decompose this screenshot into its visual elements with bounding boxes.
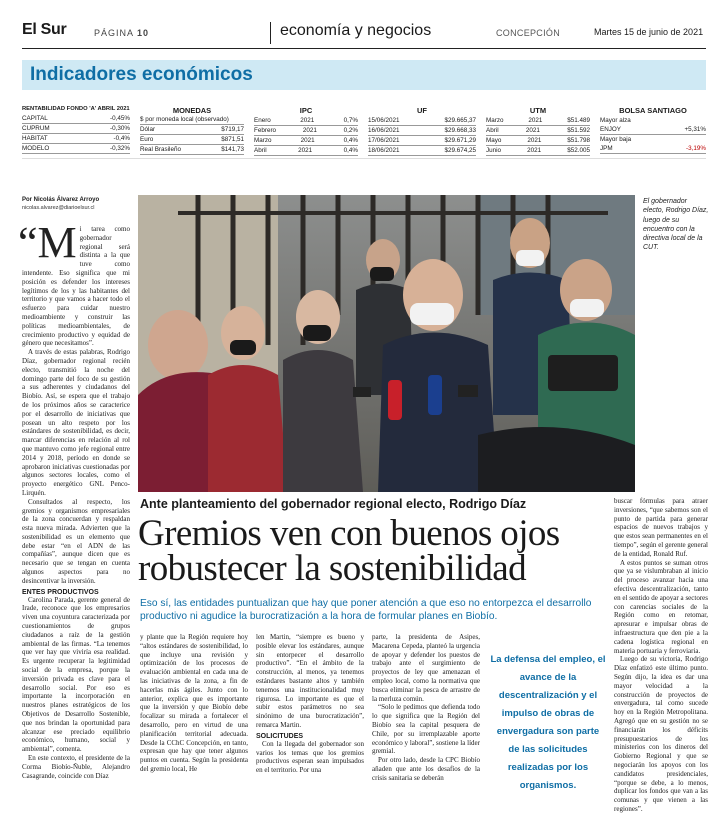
- headline-line-1: Gremios ven con buenos ojos: [138, 513, 560, 554]
- paragraph: Carolina Parada, gerente general de Irade, reconoce que los empresarios viven una coyuntura caracterizada por cuestionamientos de grupos ciudadanos a raíz de la gestión ambiental de las firmas. “La tenemos que ver hay que viviría esa realidad. Es urgente recuperar la legitimidad social de la empresa, porque la inversión privada es clave para el desarrollo social. Por eso es importante la incorporación en nuestros planes estratégicos de los Objetivos de Desarrollo Sostenible, que nos brindan la oportunidad para alcanzar ese preciado equilibrio económico, humano, social y ambiental”, comenta.: [22, 595, 130, 754]
- rentabilidad-cell: -0,45%: [110, 115, 130, 122]
- utm-cell: 2021: [528, 117, 543, 124]
- utm-cell: $51.798: [567, 137, 590, 144]
- kicker: Ante planteamiento del gobernador regional electo, Rodrigo Díaz: [140, 497, 527, 511]
- paragraph: len Martin, “siempre es bueno y posible elevar los estándares, aunque sin entorpecer el desarrollo productivo”. “En el ámbito de la construcción, al menos, ya tenemos estándares bastante altos y también tenemos una institucionalidad muy rigurosa. Lo importante es que el subir estos parámetros no sea sinónimo de una burocratización”, remarca Martin.: [256, 633, 364, 729]
- ipc-cell: 2021: [298, 147, 313, 154]
- ipc-cell: 0,2%: [343, 127, 358, 134]
- utm-row: [486, 116, 590, 126]
- monedas-cell: $141,73: [221, 146, 244, 153]
- paragraph: “Solo le pedimos que defienda todo lo que significa que la Región del Biobío sea la capital pesquera de Chile, por su irremplazable aporte económico y laboral”, sostiene la líder gremial.: [372, 703, 480, 756]
- uf-table: [368, 106, 476, 156]
- uf-cell: $29.668,33: [444, 127, 476, 134]
- rentabilidad-row: [22, 114, 130, 124]
- rentabilidad-row: [22, 124, 130, 134]
- subheading-entes: ENTES PRODUCTIVOS: [22, 588, 99, 596]
- deck: Eso sí, las entidades puntualizan que hay que poner atención a que eso no entorpezca el desarrollo productivo ni agudice la burocratización a la hora de formular planes en Biobío.: [140, 598, 592, 622]
- ipc-cell: Abril: [254, 147, 267, 154]
- uf-cell: 18/06/2021: [368, 147, 400, 154]
- header-divider: [270, 22, 271, 44]
- bolsa-up-name: ENJOY: [600, 126, 621, 133]
- rentabilidad-title: RENTABILIDAD FONDO 'A' ABRIL 2021: [22, 106, 130, 112]
- paragraph: Por otro lado, desde la CPC Biobío añaden que ante los desafíos de la crisis sanitaria se deberán: [372, 756, 480, 782]
- section-title: economía y negocios: [280, 22, 432, 39]
- monedas-subtitle: $ por moneda local (observado): [140, 115, 244, 125]
- utm-cell: $52.005: [567, 147, 590, 154]
- ipc-cell: Febrero: [254, 127, 277, 134]
- paragraph: i tarea como gobernador regional será distinta a la que tuve como intendente. Eso significa que mi posición es defender los intereses legítimos de los y las habitantes del territorio y que vamos a hacer todo el esfuerzo para cuidar nuestro medioambiente y construir las políticas medioambientales, de crecimiento productivo y equidad de género que necesitamos”.: [22, 225, 130, 348]
- utm-cell: 2021: [527, 137, 542, 144]
- ipc-cell: 2021: [302, 127, 317, 134]
- bolsa-down-label: Mayor baja: [600, 136, 632, 143]
- bolsa-up-label: Mayor alza: [600, 117, 631, 124]
- utm-cell: Junio: [486, 147, 502, 154]
- monedas-cell: Real Brasileño: [140, 146, 181, 153]
- rentabilidad-cell: CAPITAL: [22, 115, 48, 122]
- ipc-cell: 0,4%: [343, 147, 358, 154]
- article-column-1: [18, 218, 130, 795]
- news-photo: [138, 195, 635, 492]
- ipc-title: IPC: [299, 106, 313, 115]
- utm-cell: $51.592: [567, 127, 590, 134]
- monedas-cell: $719,17: [221, 126, 244, 133]
- monedas-cell: Dólar: [140, 126, 156, 133]
- uf-cell: $29.671,29: [444, 137, 476, 144]
- indicators-divider: [22, 158, 706, 159]
- utm-cell: $51.489: [567, 117, 590, 124]
- bolsa-up-value: +5,31%: [684, 126, 706, 133]
- uf-title: UF: [417, 106, 427, 115]
- paragraph: Luego de su victoria, Rodrigo Díaz enfatizó este último punto. Según dijo, la idea es dar una mayor velocidad a la construcción de proyectos de envergadura, tal como sucede hoy en la Región Metropolitana. Agregó que en su gestión no se financiarán los déficits presupuestarios de los ministerios con los dineros del Gobierno Regional y que se negociarán los apoyos con los candidatos presidenciales, “porque se debe, a lo menos, duplicar los fondos que van a las comunas y que vienen a las regiones”.: [614, 655, 708, 813]
- monedas-cell: $871,51: [221, 136, 244, 143]
- monedas-row: [140, 125, 244, 135]
- utm-title: UTM: [529, 106, 547, 115]
- issue-date: Martes 15 de junio de 2021: [594, 27, 704, 37]
- rentabilidad-row: [22, 144, 130, 154]
- headline-line-2: robustecer la sostenibilidad: [138, 548, 527, 589]
- headline: [138, 513, 603, 589]
- paragraph: y plante que la Región requiere hoy “altos estándares de sostenibilidad, lo que incluye una revisión y optimización de los procesos de evaluación ambiental en cada una de las iniciativas de la zona, a fin de hacerlas más ágiles. Junto con lo anterior, explica que es importante que la inversión y que Biobío debe focalizar su mirada a fortalecer el desarrollo, pero en virtud de una planificación territorial adecuada. Desde la CChC Concepción, en tanto, expresan que hay que tener algunos puntos en cuenta. Según la presidenta del gremio local, He: [140, 633, 248, 773]
- monedas-cell: Euro: [140, 136, 154, 143]
- utm-cell: Marzo: [486, 117, 504, 124]
- indicators-title: Indicadores económicos: [30, 64, 253, 85]
- newspaper-name: El Sur: [22, 21, 67, 38]
- rentabilidad-cell: MODELO: [22, 145, 50, 152]
- bolsa-down-name: JPM: [600, 145, 613, 152]
- ipc-row: [254, 116, 358, 126]
- utm-cell: 2021: [527, 147, 542, 154]
- article-column-2: [140, 633, 248, 795]
- ipc-table: [254, 106, 358, 156]
- paragraph: Con la llegada del gobernador son varios los temas que los gremios productivos esperan sean impulsados en el territorio. Por una: [256, 739, 364, 775]
- rentabilidad-row: [22, 134, 130, 144]
- article-column-3: [256, 633, 364, 795]
- page-number: [94, 28, 149, 38]
- monedas-row: [140, 145, 244, 155]
- utm-table: [486, 106, 590, 156]
- bolsa-table: [600, 106, 706, 154]
- monedas-title: MONEDAS: [172, 106, 212, 115]
- utm-row: [486, 146, 590, 156]
- paragraph: parte, la presidenta de Asipes, Macarena Cepeda, planteó la urgencia de apoyar y defender los puestos de trabajo ante el surgimiento de proyectos de ley que amenazan el empleo local, como la normativa que busca eliminar la pesca de arrastre de la merluza común.: [372, 633, 480, 703]
- press-scrum-illustration: [138, 195, 635, 492]
- paragraph: buscar fórmulas para atraer inversiones, “que sabemos son el punto de partida para generar espacios de nuevos trabajos y que estos sean permanentes en el tiempo”, según el gerente general de la entidad, Ronald Ruf.: [614, 497, 708, 558]
- uf-cell: $29.674,25: [444, 147, 476, 154]
- monedas-table: [140, 106, 244, 155]
- ipc-cell: 0,4%: [343, 137, 358, 144]
- rentabilidad-cell: -0,4%: [113, 135, 130, 142]
- rentabilidad-cell: HABITAT: [22, 135, 48, 142]
- pull-quote: La defensa del empleo, el avance de la descentralización y el impulso de obras de envergadura son parte de las solicitudes realizadas por los organismos.: [490, 654, 606, 791]
- byline-author: Por Nicolás Álvarez Arroyo: [22, 197, 100, 203]
- uf-cell: 16/06/2021: [368, 127, 400, 134]
- drop-cap: “M: [18, 218, 77, 267]
- ipc-cell: 0,7%: [343, 117, 358, 124]
- ipc-row: [254, 146, 358, 156]
- rentabilidad-table: [22, 106, 130, 154]
- uf-row: [368, 126, 476, 136]
- rentabilidad-cell: CUPRUM: [22, 125, 50, 132]
- ipc-cell: 2021: [300, 117, 315, 124]
- rentabilidad-cell: -0,32%: [110, 145, 130, 152]
- subheading-solicitudes: SOLICITUDES: [256, 732, 304, 740]
- article-column-4: [372, 633, 480, 795]
- page-label: PÁGINA: [94, 28, 134, 38]
- paragraph: En este contexto, el presidente de la Corma Biobío-Ñuble, Alejandro Casagrande, coincide con Díaz: [22, 754, 130, 780]
- uf-cell: $29.665,37: [444, 117, 476, 124]
- ipc-cell: Enero: [254, 117, 271, 124]
- uf-row: [368, 136, 476, 146]
- rentabilidad-cell: -0,30%: [110, 125, 130, 132]
- bolsa-down-value: -3,19%: [686, 145, 706, 152]
- utm-cell: Mayo: [486, 137, 502, 144]
- ipc-cell: Marzo: [254, 137, 272, 144]
- uf-cell: 15/06/2021: [368, 117, 400, 124]
- article-column-5: [614, 497, 708, 813]
- utm-cell: 2021: [525, 127, 540, 134]
- paragraph: Consultados al respecto, los gremios y organismos empresariales de la zona concuerdan y respaldan esta nueva mirada. Advierten que la sostenibilidad es un elemento que debe estar “en el ADN de las compañías”, aunque dicen que es necesario que se tengan en cuenta algunos aspectos para no desincentivar la inversión.: [22, 497, 130, 585]
- paragraph: A través de estas palabras, Rodrigo Díaz, gobernador regional recién electo, transmitió la noche del domingo parte del foco de su gestión a sus adherentes y ciudadanos del Biobío. Así, se espera que el trabajo de los próximos años se caracterice por el desarrollo de iniciativas que posean un alto respeto por los estándares de sostenibilidad, es decir, marcar diferencias en relación al rol que mantuvo como jefe regional entre 2014 y 2018, período en donde se aprobaron iniciativas cuestionadas por algunos sectores locales, como el proyecto energético GNL Penco-Lirquén.: [22, 348, 130, 497]
- page-number-value: 10: [137, 28, 150, 38]
- utm-row: [486, 136, 590, 146]
- utm-cell: Abril: [486, 127, 499, 134]
- paragraph: A estos puntos se suman otros que ya se vislumbraban al inicio del proceso avanzar hacia una efectiva descentralización, tanto en el sentido de apoyar a sectores con carencias sociales de la Región como en retomar, apresurar e impulsar obras de infraestructura que den pie a la cadena logística regional en materia portuaria y ferroviaria.: [614, 558, 708, 655]
- uf-row: [368, 116, 476, 126]
- page-header: [22, 20, 706, 49]
- uf-cell: 17/06/2021: [368, 137, 400, 144]
- uf-row: [368, 146, 476, 156]
- bolsa-title: BOLSA SANTIAGO: [619, 106, 687, 115]
- utm-row: [486, 126, 590, 136]
- monedas-row: [140, 135, 244, 145]
- ipc-row: [254, 126, 358, 136]
- ipc-cell: 2021: [300, 137, 315, 144]
- photo-caption: El gobernador electo, Rodrigo Díaz, luego de su encuentro con la directiva local de la CUT.: [643, 198, 709, 252]
- city-label: CONCEPCIÓN: [496, 28, 561, 38]
- ipc-row: [254, 136, 358, 146]
- indicators-banner: [22, 60, 706, 90]
- byline-email: nicolas.alvarez@diarioelsur.cl: [22, 205, 95, 211]
